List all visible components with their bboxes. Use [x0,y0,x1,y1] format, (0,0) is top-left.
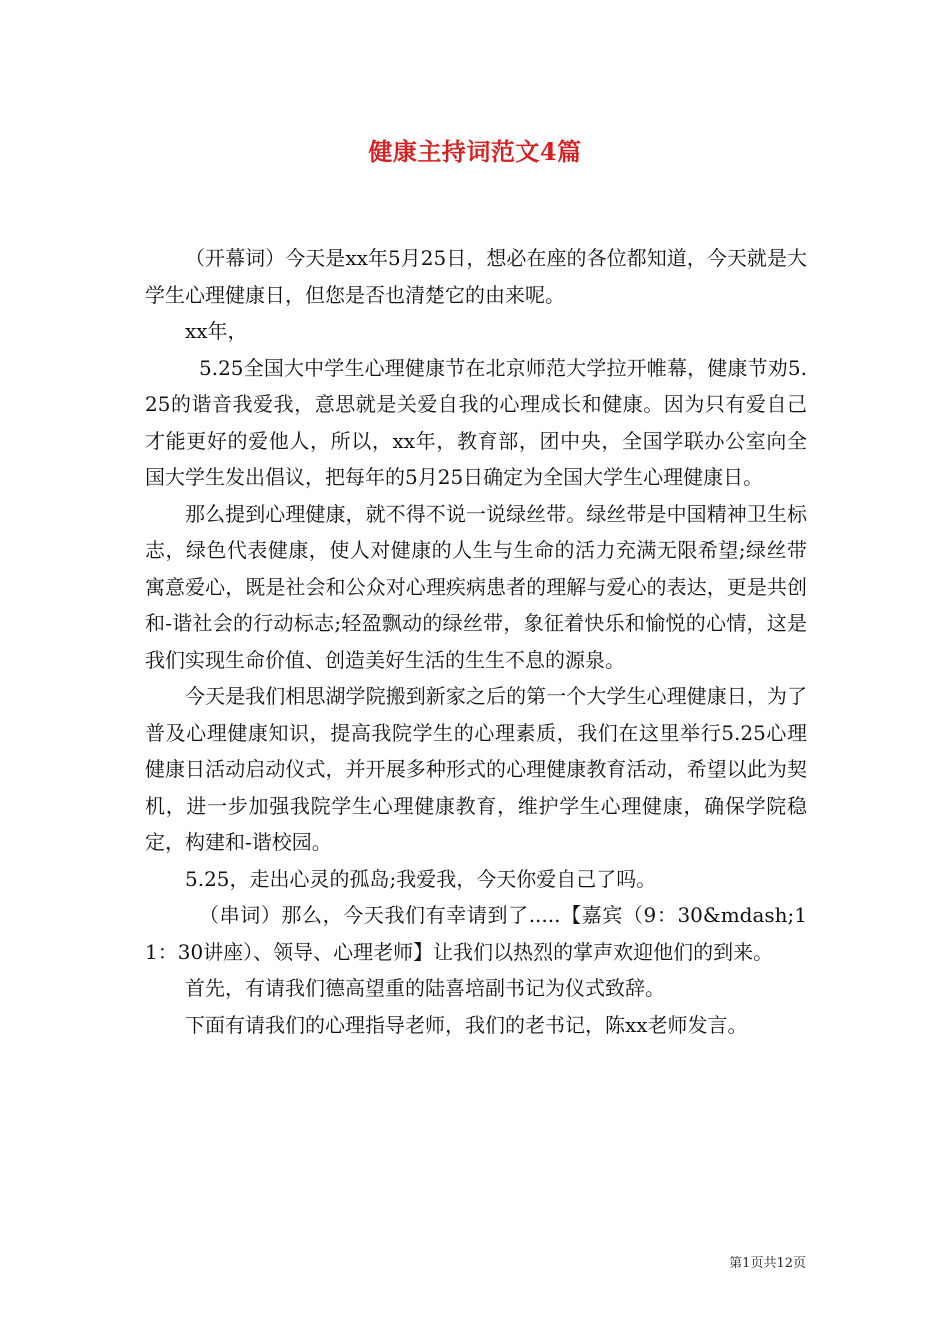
paragraph-opening: （开幕词）今天是xx年5月25日，想必在座的各位都知道，今天就是大学生心理健康日，但您是否也清楚它的由来呢。 [145,246,807,307]
paragraph-ceremony: 今天是我们相思湖学院搬到新家之后的第一个大学生心理健康日，为了普及心理健康知识，提高我院学生的心理素质，我们在这里举行5.25心理健康日活动启动仪式，并开展多种形式的心理健康教育活动，希望以此为契机，进一步加强我院学生心理健康教育，维护学生心理健康，确保学院稳定，构建和-谐校园。 [145,684,807,854]
paragraph-slogan: 5.25，走出心灵的孤岛;我爱我，今天你爱自己了吗。 [185,866,657,891]
paragraph-first-speaker: 首先，有请我们德高望重的陆喜培副书记为仪式致辞。 [185,976,665,1000]
paragraph-green-ribbon: 那么提到心理健康，就不得不说一说绿丝带。绿丝带是中国精神卫生标志，绿色代表健康，使人对健康的人生与生命的活力充满无限希望;绿丝带寓意爱心，既是社会和公众对心理疾病患者的理解与爱心的表达，更是共创和-谐社会的行动标志;轻盈飘动的绿丝带，象征着快乐和愉悦的心情，这是我们实现生命价值、创造美好生活的生生不息的源泉。 [145,501,807,672]
paragraph-year: xx年， [185,319,248,343]
document-body [145,240,807,1043]
paragraph-guests: （串词）那么，今天我们有幸请到了.....【嘉宾（9：30&mdash;11：30讲座）、领导、心理老师】让我们以热烈的掌声欢迎他们的到来。 [145,903,807,964]
document-title: 健康主持词范文4篇 [368,137,582,166]
paragraph-history: 5.25全国大中学生心理健康节在北京师范大学拉开帷幕，健康节劝5.25的谐音我爱我，意思就是关爱自我的心理成长和健康。因为只有爱自己才能更好的爱他人，所以，xx年，教育部，团中央，全国学联办公室向全国大学生发出倡议，把每年的5月25日确定为全国大学生心理健康日。 [145,355,807,489]
page-number-footer: 第1页共12页 [729,1256,806,1271]
paragraph-next-speaker: 下面有请我们的心理指导老师，我们的老书记，陈xx老师发言。 [185,1012,748,1037]
